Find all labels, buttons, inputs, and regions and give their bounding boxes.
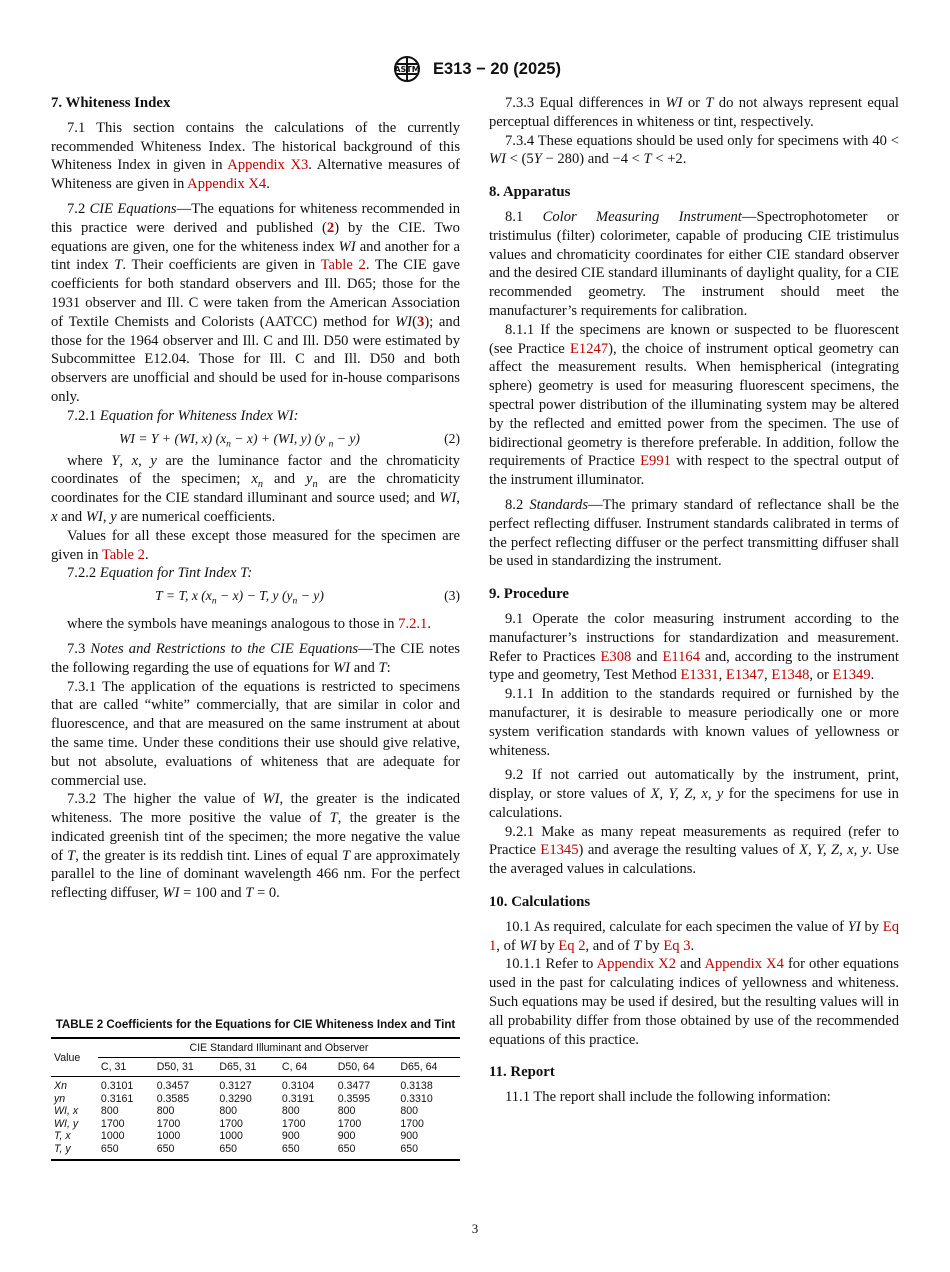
column-header: D65, 64 (400, 1061, 438, 1073)
paragraph-where-1: where Y, x, y are the luminance factor and the chromaticity coordinates of the specimen; $x_n$ and $y_n$ are the chromaticity coordinates for the CIE standard illuminant and source used; and WI, x and WI, y are numerical coefficients. (51, 452, 461, 525)
table-row (51, 1105, 460, 1118)
table-cell: 1700 (156, 1117, 181, 1130)
link-eq-3[interactable]: Eq 3 (663, 937, 691, 954)
paragraph-7-1: 7.1 This section contains the calculations of the currently recommended Whiteness Index. The historical background of this Whiteness Index in given in Appendix X3. Alternative measures of Whiteness are given in Appendix X4. (51, 119, 460, 193)
table-cell: 1700 (400, 1117, 424, 1130)
table-cell: 800 (100, 1105, 119, 1118)
table-cell: 0.3585 (156, 1092, 190, 1105)
paragraph-9-1: 9.1 Operate the color measuring instrument according to the manufacturer’s instructions for standardization and measurement. Refer to Practices E308 and E1164 and, according to the instrument type and geometry, Test Method E1331, E1347, E1348, or E1349. (489, 610, 899, 684)
svg-text:ASTM: ASTM (394, 65, 420, 74)
link-e1164[interactable]: E1164 (662, 648, 701, 665)
paragraph-7-2-2: 7.2.2 Equation for Tint Index T: (67, 565, 253, 582)
table-cell: 650 (337, 1142, 356, 1155)
table-cell: 800 (400, 1105, 418, 1118)
link-e1348[interactable]: E1348 (771, 667, 810, 684)
paragraph-7-3-3: 7.3.3 Equal differences in WI or T do not always represent equal perceptual differences in whiteness or tint, respectively. (489, 95, 899, 130)
table-cell: 0.3138 (400, 1080, 433, 1092)
column-header: D50, 64 (337, 1061, 375, 1073)
equation-2: WI = Y + (WI, x) $(x_n - x) + (WI$, y) (y $_n$ − y) (2) (119, 430, 460, 450)
paragraph-9-2-1: 9.2.1 Make as many repeat measurements as required (refer to Practice E1345) and average the resulting values of X, Y, Z, x, y. Use the averaged values in calculations. (489, 823, 899, 878)
table-cell: 1000 (156, 1130, 181, 1143)
table-cell: 0.3290 (219, 1092, 252, 1105)
link-appendix-x4[interactable]: Appendix X4 (187, 176, 267, 193)
table-cell: 0.3191 (281, 1092, 315, 1105)
table-row (51, 1118, 460, 1131)
document-id: E313 − 20 (2025) (433, 59, 561, 78)
paragraph-7-2-1: 7.2.1 Equation for Whiteness Index WI: (67, 407, 299, 424)
row-label: Xn (54, 1080, 67, 1092)
table-cell: 900 (400, 1130, 418, 1143)
column-header: C, 64 (281, 1061, 308, 1073)
column-header: C, 31 (100, 1061, 127, 1073)
table-cell: 800 (337, 1105, 356, 1118)
table-cell: 1700 (281, 1117, 306, 1130)
paragraph-8-1: 8.1 Color Measuring Instrument—Spectrophotometer or tristimulus (filter) colorimeter, capable of producing CIE tristimulus values and chromaticity coordinates for either CIE standard observer and the desired CIE standard illuminants of daylight quality, for a CIE recommended geometry. The instrument should meet the manufacturer’s requirements for calibration. (489, 208, 900, 319)
section-heading-11: 11. Report (489, 1064, 555, 1081)
column-header: D65, 31 (219, 1061, 257, 1073)
link-e1247[interactable]: E1247 (570, 340, 609, 357)
table-cell: 650 (281, 1142, 300, 1155)
link-e308[interactable]: E308 (600, 648, 632, 665)
table-cell: 1700 (100, 1117, 125, 1130)
link-table-2b[interactable]: Table 2 (101, 546, 145, 563)
row-label: WI, x (54, 1105, 79, 1118)
table-cell: 650 (219, 1142, 237, 1155)
table-cell: 650 (400, 1142, 418, 1155)
paragraph-10-1: 10.1 As required, calculate for each specimen the value of YI by Eq 1, of WI by Eq 2, and of T by Eq 3. (489, 918, 900, 954)
link-eq-1[interactable]: Eq 1 (489, 918, 900, 954)
paragraph-11-1: 11.1 The report shall include the following information: (505, 1089, 831, 1106)
table-cell: 1000 (219, 1130, 243, 1143)
ref-3[interactable]: 3 (417, 313, 425, 330)
column-header: D50, 31 (156, 1061, 194, 1073)
table-cell: 650 (100, 1142, 119, 1155)
table-cell: 1000 (100, 1130, 125, 1143)
paragraph-7-2: 7.2 CIE Equations—The equations for whiteness recommended in this practice were derived and published (2) by the CIE. Two equations are given, one for the whiteness index WI and another for a tint index T. Their coefficients are given in Table 2. The CIE gave coefficients for both standard observers and Ill. D65; those for the 1931 observer and Ill. C were taken from the American Association of Textile Chemists and Colorists (AATCC) method for WI(3); and those for the 1964 observer and Ill. C and Ill. D50 were estimated by Subcommittee E12.04. Those for Ill. C and Ill. D50 and both observers are unofficial and should be used for in-house comparisons only. (51, 200, 461, 405)
page-number: 3 (471, 1221, 479, 1236)
table-cell: 1700 (337, 1117, 362, 1130)
table-cell: 800 (219, 1105, 237, 1118)
table-cell: 800 (156, 1105, 175, 1118)
link-eq-2[interactable]: Eq 2 (558, 937, 586, 954)
paragraph-values: Values for all these except those measured for the specimen are given in Table 2. (51, 527, 460, 563)
row-label: T, x (54, 1130, 71, 1143)
section-heading-9: 9. Procedure (489, 586, 569, 603)
link-e1331[interactable]: E1331 (680, 667, 719, 684)
paragraph-where-2: where the symbols have meanings analogous to those in 7.2.1. (67, 616, 431, 633)
paragraph-7-3-2: 7.3.2 The higher the value of WI, the greater is the indicated whiteness. The more positive the value of T, the greater is the indicated greenish tint of the specimen; the more negative the value of T, the greater is its reddish tint. Lines of equal T are approximately parallel to the line of dominant wavelength 466 nm. For the perfect reflecting diffuser, WI = 100 and T = 0. (51, 791, 461, 902)
paragraph-9-2: 9.2 If not carried out automatically by the instrument, print, display, or store values of X, Y, Z, x, y for the specimens for use in calculations. (489, 767, 899, 821)
table-2-caption: TABLE 2 Coefficients for the Equations for CIE Whiteness Index and Tint (55, 1018, 456, 1031)
link-e1347[interactable]: E1347 (725, 667, 765, 684)
link-e1349[interactable]: E1349 (832, 667, 871, 684)
section-heading-8: 8. Apparatus (489, 184, 571, 201)
link-table-2[interactable]: Table 2 (320, 257, 366, 274)
table-cell: 0.3477 (337, 1080, 371, 1092)
paragraph-7-3-4: 7.3.4 These equations should be used only for specimens with 40 < WI < (5Y − 280) and −4 < T < +2. (489, 132, 899, 168)
table-cell: 0.3104 (281, 1080, 315, 1092)
table-row (51, 1077, 460, 1093)
paragraph-8-1-1: 8.1.1 If the specimens are known or suspected to be fluorescent (see Practice E1247), the choice of instrument optical geometry can affect the measurement results. When hemispherical (integrating sphere) geometry is used for measuring fluorescent specimens, the spectral power distribution of the illuminating system may be altered by the reflected and emitted power from the specimen. The use of bidirectional geometry is therefore preferable. In addition, follow the requirements of Practice E991 with respect to the spectral output of the instrument illuminator. (489, 321, 899, 489)
table-cell: 900 (337, 1130, 356, 1143)
section-heading-10: 10. Calculations (489, 894, 591, 911)
table-cell: 0.3127 (219, 1080, 252, 1092)
row-label: T, y (54, 1142, 71, 1155)
section-heading-7: 7. Whiteness Index (51, 95, 171, 111)
row-label: yn (54, 1092, 66, 1105)
link-appendix-x3[interactable]: Appendix X3 (227, 157, 309, 174)
paragraph-7-3: 7.3 Notes and Restrictions to the CIE Equations—The CIE notes the following regarding the use of equations for WI and T: (51, 640, 460, 676)
group-header: CIE Standard Illuminant and Observer (98, 1038, 460, 1058)
paragraph-9-1-1: 9.1.1 In addition to the standards required or furnished by the manufacturer, it is desirable to measure periodically one or more system verification standards with known values of yellowness or whiteness. (489, 686, 899, 759)
link-e991[interactable]: E991 (640, 453, 671, 470)
link-appendix-x4b[interactable]: Appendix X4 (704, 956, 784, 973)
left-column (51, 94, 460, 903)
right-column (489, 94, 899, 1107)
coefficients-table (51, 1037, 460, 1161)
table-cell: 0.3457 (156, 1080, 190, 1092)
table-row (51, 1130, 460, 1143)
astm-logo-icon (389, 54, 425, 84)
table-row (51, 1093, 460, 1106)
table-cell: 800 (281, 1105, 300, 1118)
equation-3: T = T, x $(x_n - x) - T$, y $(y_n - y)$ (3) (155, 588, 460, 607)
table-cell: 0.3310 (400, 1092, 433, 1105)
link-e1345[interactable]: E1345 (540, 842, 579, 859)
table-cell: 1700 (219, 1117, 243, 1130)
page-header (0, 54, 950, 84)
table-cell: 0.3161 (100, 1092, 134, 1105)
value-header: Value (51, 1038, 98, 1077)
table-cell: 0.3595 (337, 1092, 371, 1105)
row-label: WI, y (54, 1117, 79, 1130)
table-cell: 900 (281, 1130, 300, 1143)
link-appendix-x2[interactable]: Appendix X2 (596, 956, 677, 973)
link-7-2-1[interactable]: 7.2.1 (398, 616, 428, 633)
table-cell: 650 (156, 1142, 175, 1155)
table-cell: 0.3101 (100, 1080, 134, 1092)
paragraph-8-2: 8.2 Standards—The primary standard of reflectance shall be the perfect reflecting diffuser. Instrument standards calibrated in terms of the perfect reflecting diffuser or the perfect transmitting diffuser shall be used in standardizing the instrument. (489, 496, 899, 570)
paragraph-7-3-1: 7.3.1 The application of the equations is restricted to specimens that are called “white” commercially, that are similar in color and fluorescence, and that are measured on the same instrument at about the same time. Under these conditions their use should give relative, but not absolute, evaluations of whiteness that are adequate for commercial use. (51, 678, 460, 789)
paragraph-10-1-1: 10.1.1 Refer to Appendix X2 and Appendix X4 for other equations used in the past for calculating indices of yellowness and whiteness. Such equations may be used if desired, but the resulting values will in all probability differ from those obtained by use of the recommended equations of this practice. (489, 956, 899, 1048)
table-2 (51, 1018, 460, 1161)
table-row (51, 1143, 460, 1160)
ref-2[interactable]: 2 (326, 219, 335, 236)
